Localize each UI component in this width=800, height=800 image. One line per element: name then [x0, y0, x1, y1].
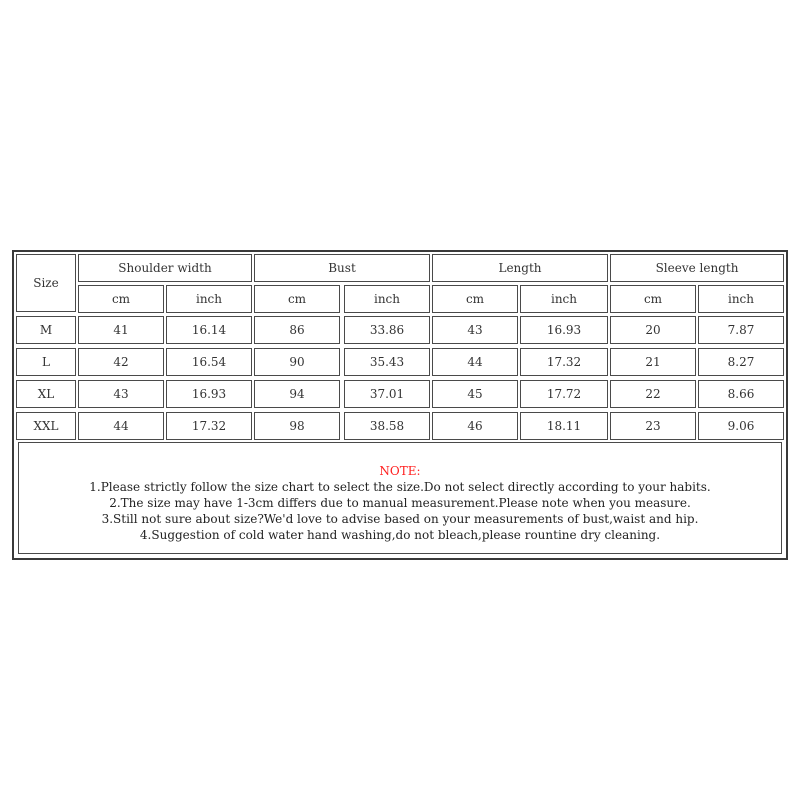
table-cell	[698, 412, 784, 440]
cell-value: 17.32	[191, 419, 227, 433]
table-cell	[432, 316, 518, 344]
cell-value: 16.14	[191, 323, 227, 337]
size-chart	[12, 250, 788, 560]
cell-value: 37.01	[369, 387, 405, 401]
note-title: NOTE:	[379, 464, 421, 478]
notes-box	[18, 442, 782, 554]
group-header-length	[432, 254, 608, 282]
unit-label: cm	[287, 292, 307, 306]
note-line: 4.Suggestion of cold water hand washing,do not bleach,please rountine dry cleaning.	[139, 528, 661, 542]
unit-header-cell	[78, 285, 164, 313]
cell-value: 23	[645, 419, 661, 433]
cell-value: 18.11	[546, 419, 582, 433]
size-header-cell	[16, 254, 76, 312]
cell-value: 21	[645, 355, 661, 369]
table-cell	[166, 412, 252, 440]
unit-label: cm	[465, 292, 485, 306]
unit-header-cell	[166, 285, 252, 313]
unit-label: inch	[727, 292, 754, 306]
cell-value: 8.66	[727, 387, 755, 401]
size-cell	[16, 380, 76, 408]
cell-value: 22	[645, 387, 661, 401]
group-header-label: Shoulder width	[118, 261, 212, 275]
cell-value: 33.86	[369, 323, 405, 337]
size-label: M	[39, 323, 53, 337]
table-cell	[520, 380, 608, 408]
cell-value: 43	[113, 387, 129, 401]
table-cell	[166, 380, 252, 408]
cell-value: 41	[113, 323, 129, 337]
table-cell	[78, 316, 164, 344]
cell-value: 17.32	[546, 355, 582, 369]
cell-value: 17.72	[546, 387, 582, 401]
table-cell	[610, 412, 696, 440]
cell-value: 7.87	[727, 323, 755, 337]
table-cell	[698, 316, 784, 344]
group-header-sleeve	[610, 254, 784, 282]
table-cell	[520, 348, 608, 376]
cell-value: 44	[113, 419, 129, 433]
unit-header-cell	[610, 285, 696, 313]
table-cell	[432, 348, 518, 376]
table-cell	[344, 380, 430, 408]
table-cell	[166, 348, 252, 376]
note-line: 3.Still not sure about size?We'd love to advise based on your measurements of bust,waist and hip.	[101, 512, 699, 526]
table-cell	[610, 316, 696, 344]
cell-value: 35.43	[369, 355, 405, 369]
cell-value: 38.58	[369, 419, 405, 433]
cell-value: 94	[289, 387, 305, 401]
unit-header-cell	[344, 285, 430, 313]
table-cell	[344, 412, 430, 440]
unit-label: inch	[195, 292, 222, 306]
table-cell	[254, 316, 340, 344]
size-cell	[16, 316, 76, 344]
unit-header-cell	[520, 285, 608, 313]
note-line: 1.Please strictly follow the size chart to select the size.Do not select directly according to your habits.	[89, 480, 711, 494]
cell-value: 86	[289, 323, 305, 337]
group-header-bust	[254, 254, 430, 282]
table-cell	[254, 348, 340, 376]
table-cell	[78, 348, 164, 376]
table-cell	[166, 316, 252, 344]
table-cell	[432, 412, 518, 440]
table-cell	[698, 380, 784, 408]
table-cell	[432, 380, 518, 408]
cell-value: 46	[467, 419, 483, 433]
unit-label: cm	[111, 292, 131, 306]
table-cell	[78, 412, 164, 440]
group-header-label: Length	[498, 261, 542, 275]
cell-value: 45	[467, 387, 483, 401]
cell-value: 16.54	[191, 355, 227, 369]
size-label: XXL	[33, 419, 59, 433]
unit-label: inch	[550, 292, 577, 306]
cell-value: 90	[289, 355, 305, 369]
cell-value: 9.06	[727, 419, 755, 433]
table-cell	[254, 412, 340, 440]
cell-value: 98	[289, 419, 305, 433]
cell-value: 16.93	[546, 323, 582, 337]
size-label: L	[42, 355, 50, 369]
table-cell	[344, 316, 430, 344]
unit-header-cell	[432, 285, 518, 313]
size-cell	[16, 348, 76, 376]
size-cell	[16, 412, 76, 440]
unit-label: inch	[373, 292, 400, 306]
table-cell	[344, 348, 430, 376]
cell-value: 43	[467, 323, 483, 337]
table-cell	[520, 412, 608, 440]
table-cell	[254, 380, 340, 408]
note-line: 2.The size may have 1-3cm differs due to manual measurement.Please note when you measure.	[109, 496, 691, 510]
group-header-label: Bust	[328, 261, 356, 275]
unit-header-cell	[254, 285, 340, 313]
cell-value: 20	[645, 323, 661, 337]
cell-value: 8.27	[727, 355, 755, 369]
table-cell	[610, 380, 696, 408]
table-cell	[520, 316, 608, 344]
unit-header-cell	[698, 285, 784, 313]
group-header-label: Sleeve length	[655, 261, 739, 275]
cell-value: 16.93	[191, 387, 227, 401]
unit-label: cm	[643, 292, 663, 306]
table-cell	[698, 348, 784, 376]
cell-value: 44	[467, 355, 483, 369]
table-cell	[610, 348, 696, 376]
group-header-shoulder	[78, 254, 252, 282]
size-header-label: Size	[33, 276, 59, 290]
cell-value: 42	[113, 355, 129, 369]
table-cell	[78, 380, 164, 408]
size-label: XL	[37, 387, 55, 401]
